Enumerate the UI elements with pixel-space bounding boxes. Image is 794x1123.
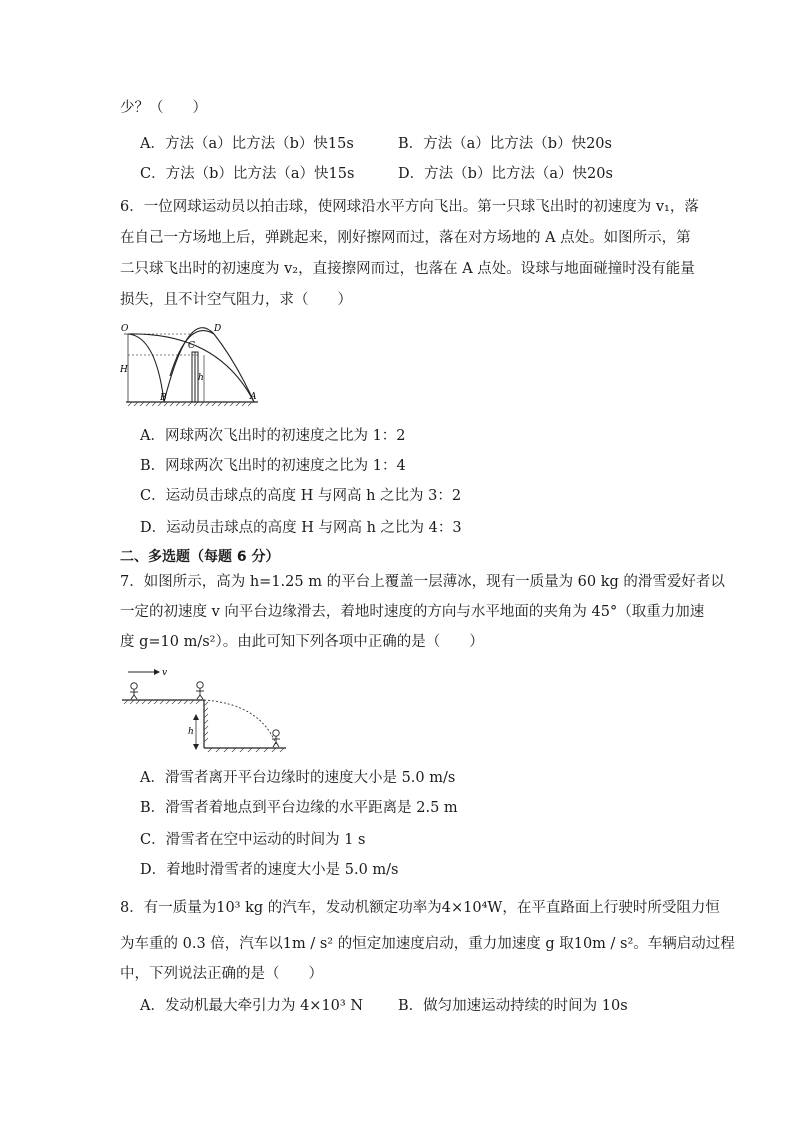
label-A: A — [250, 392, 257, 402]
label-h: h — [198, 373, 204, 383]
tennis-trajectory-figure — [118, 322, 268, 408]
q6-line-1: 6．一位网球运动员以拍击球，使网球沿水平方向飞出。第一只球飞出时的初速度为 v₁，落 — [120, 199, 699, 215]
q6-option-b: B．网球两次飞出时的初速度之比为 1：4 — [140, 458, 406, 474]
label-O: O — [121, 324, 129, 334]
q5-tail: 少？（ ） — [120, 100, 207, 116]
q5-option-c: C．方法（b）比方法（a）快15s — [140, 166, 355, 182]
skier-icon — [196, 682, 204, 699]
q7-option-a: A．滑雪者离开平台边缘时的速度大小是 5.0 m/s — [140, 770, 456, 786]
q8-line-2: 为车重的 0.3 倍，汽车以1m / s² 的恒定加速度启动，重力加速度 g 取10m / s²。车辆启动过程 — [120, 936, 735, 952]
q7-option-d: D．着地时滑雪者的速度大小是 5.0 m/s — [140, 862, 399, 878]
q6-option-d: D．运动员击球点的高度 H 与网高 h 之比为 4：3 — [140, 520, 462, 536]
q8-line-3: 中，下列说法正确的是（ ） — [120, 966, 323, 982]
q6-option-a: A．网球两次飞出时的初速度之比为 1：2 — [140, 428, 406, 444]
skier-icon — [130, 683, 138, 699]
q7-option-b: B．滑雪者着地点到平台边缘的水平距离是 2.5 m — [140, 800, 458, 816]
q5-option-b: B．方法（a）比方法（b）快20s — [398, 136, 612, 152]
q8-option-b: B．做匀加速运动持续的时间为 10s — [398, 998, 628, 1014]
skier-icon — [272, 730, 280, 747]
label-v: v — [162, 668, 168, 678]
label-B: B — [160, 393, 167, 403]
q6-option-c: C．运动员击球点的高度 H 与网高 h 之比为 3：2 — [140, 488, 462, 504]
q5-option-a: A．方法（a）比方法（b）快15s — [140, 136, 354, 152]
label-C: C — [188, 341, 195, 351]
q6-line-3: 二只球飞出时的初速度为 v₂，直接擦网而过，也落在 A 点处。设球与地面碰撞时没有能量 — [120, 261, 695, 277]
label-H: H — [120, 365, 128, 375]
q7-line-1: 7．如图所示，高为 h=1.25 m 的平台上覆盖一层薄冰，现有一质量为 60 kg 的滑雪爱好者以 — [120, 574, 725, 590]
section-heading-multi-choice: 二、多选题（每题 6 分） — [120, 549, 280, 565]
q7-line-2: 一定的初速度 v 向平台边缘滑去，着地时速度的方向与水平地面的夹角为 45°（取重力加速 — [120, 604, 705, 620]
q6-line-2: 在自己一方场地上后，弹跳起来，刚好擦网而过，落在对方场地的 A 点处。如图所示，第 — [120, 230, 691, 246]
label-h-platform: h — [188, 727, 194, 737]
q5-option-d: D．方法（b）比方法（a）快20s — [398, 166, 613, 182]
q8-option-a: A．发动机最大牵引力为 4×10³ N — [140, 998, 364, 1014]
label-D: D — [214, 324, 222, 334]
q7-option-c: C．滑雪者在空中运动的时间为 1 s — [140, 832, 366, 848]
q8-line-1: 8．有一质量为10³ kg 的汽车，发动机额定功率为4×10⁴W，在平直路面上行驶时所受阻力恒 — [120, 900, 720, 916]
skier-platform-figure — [120, 664, 290, 754]
q6-line-4: 损失，且不计空气阻力，求（ ） — [120, 292, 352, 308]
q7-line-3: 度 g=10 m/s²）。由此可知下列各项中正确的是（ ） — [120, 634, 484, 650]
